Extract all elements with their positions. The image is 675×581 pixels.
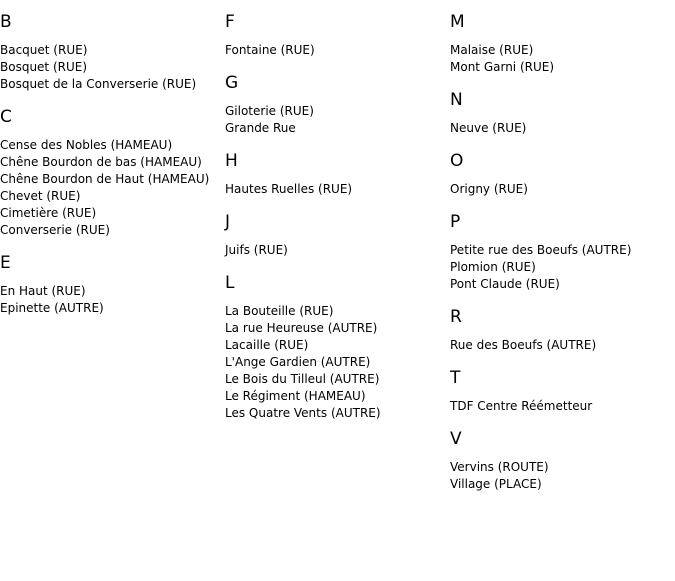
letter-group-p <box>450 212 675 293</box>
letter-group-t <box>450 368 675 415</box>
letter-heading: J <box>225 212 231 232</box>
letter-heading: O <box>450 151 464 171</box>
letter-group-l <box>225 273 450 422</box>
street-link-petite-rue-des-boeufs-autre[interactable]: Petite rue des Boeufs (AUTRE) <box>450 243 632 257</box>
street-list-item <box>225 303 450 320</box>
street-index-column-2 <box>225 12 450 436</box>
street-link-bosquet-rue[interactable]: Bosquet (RUE) <box>0 60 88 74</box>
street-list <box>450 242 675 293</box>
letter-heading: T <box>450 368 461 388</box>
street-list-item <box>0 154 225 171</box>
street-link-bosquet-de-la-converserie-rue[interactable]: Bosquet de la Converserie (RUE) <box>0 77 197 91</box>
street-list-item <box>225 388 450 405</box>
street-list-item <box>0 300 225 317</box>
letter-heading: N <box>450 90 463 110</box>
street-list-item <box>450 276 675 293</box>
letter-group-h <box>225 151 450 198</box>
street-index-column-3 <box>450 12 675 507</box>
street-link-neuve-rue[interactable]: Neuve (RUE) <box>450 121 527 135</box>
street-list-item <box>450 459 675 476</box>
street-link-lacaille-rue[interactable]: Lacaille (RUE) <box>225 338 309 352</box>
street-list <box>0 42 225 93</box>
street-link-bacquet-rue[interactable]: Bacquet (RUE) <box>0 43 88 57</box>
street-link-cense-des-nobles-hameau[interactable]: Cense des Nobles (HAMEAU) <box>0 138 173 152</box>
street-list-item <box>0 222 225 239</box>
letter-heading: B <box>0 12 12 32</box>
letter-heading: M <box>450 12 465 32</box>
street-list-item <box>0 42 225 59</box>
street-link-giloterie-rue[interactable]: Giloterie (RUE) <box>225 104 314 118</box>
street-link-fontaine-rue[interactable]: Fontaine (RUE) <box>225 43 315 57</box>
street-list <box>450 42 675 76</box>
letter-group-e <box>0 253 225 317</box>
letter-heading: H <box>225 151 238 171</box>
street-link-village-place[interactable]: Village (PLACE) <box>450 477 542 491</box>
street-link-cimetiere-rue[interactable]: Cimetière (RUE) <box>0 206 97 220</box>
street-list-item <box>225 103 450 120</box>
street-list-item <box>0 76 225 93</box>
street-list-item <box>0 283 225 300</box>
letter-group-f <box>225 12 450 59</box>
street-list-item <box>450 259 675 276</box>
letter-heading: G <box>225 73 239 93</box>
street-link-le-bois-du-tilleul-autre[interactable]: Le Bois du Tilleul (AUTRE) <box>225 372 380 386</box>
street-link-converserie-rue[interactable]: Converserie (RUE) <box>0 223 110 237</box>
street-list-item <box>225 371 450 388</box>
street-link-hautes-ruelles-rue[interactable]: Hautes Ruelles (RUE) <box>225 182 353 196</box>
street-list <box>0 137 225 239</box>
street-link-vervins-route[interactable]: Vervins (ROUTE) <box>450 460 549 474</box>
letter-group-v <box>450 429 675 493</box>
street-list-item <box>450 59 675 76</box>
street-link-l-ange-gardien-autre[interactable]: L'Ange Gardien (AUTRE) <box>225 355 371 369</box>
street-link-plomion-rue[interactable]: Plomion (RUE) <box>450 260 536 274</box>
street-list-item <box>450 337 675 354</box>
street-link-chene-bourdon-de-bas-hameau[interactable]: Chêne Bourdon de bas (HAMEAU) <box>0 155 202 169</box>
street-list-item <box>225 181 450 198</box>
street-list-item <box>450 398 675 415</box>
street-list-item <box>0 171 225 188</box>
letter-heading: R <box>450 307 462 327</box>
street-list <box>225 242 450 259</box>
street-list-item <box>225 405 450 422</box>
street-list-item <box>225 120 450 137</box>
letter-group-j <box>225 212 450 259</box>
street-link-origny-rue[interactable]: Origny (RUE) <box>450 182 528 196</box>
street-list <box>225 42 450 59</box>
street-link-la-bouteille-rue[interactable]: La Bouteille (RUE) <box>225 304 334 318</box>
street-link-tdf-centre-reemetteur[interactable]: TDF Centre Réémetteur <box>450 399 593 413</box>
letter-heading: E <box>0 253 11 273</box>
street-list-item <box>450 242 675 259</box>
street-link-le-regiment-hameau[interactable]: Le Régiment (HAMEAU) <box>225 389 366 403</box>
street-list-item <box>0 188 225 205</box>
street-link-pont-claude-rue[interactable]: Pont Claude (RUE) <box>450 277 560 291</box>
letter-group-c <box>0 107 225 239</box>
letter-group-g <box>225 73 450 137</box>
street-list <box>225 303 450 422</box>
street-list <box>0 283 225 317</box>
street-link-juifs-rue[interactable]: Juifs (RUE) <box>225 243 288 257</box>
street-list-item <box>225 242 450 259</box>
letter-group-m <box>450 12 675 76</box>
street-list-item <box>225 42 450 59</box>
street-link-en-haut-rue[interactable]: En Haut (RUE) <box>0 284 86 298</box>
street-list-item <box>450 181 675 198</box>
street-link-les-quatre-vents-autre[interactable]: Les Quatre Vents (AUTRE) <box>225 406 381 420</box>
street-list-item <box>0 137 225 154</box>
street-link-chene-bourdon-de-haut-hameau[interactable]: Chêne Bourdon de Haut (HAMEAU) <box>0 172 210 186</box>
street-list <box>450 398 675 415</box>
street-list-item <box>0 205 225 222</box>
letter-group-r <box>450 307 675 354</box>
street-index-column-1 <box>0 12 225 331</box>
street-link-epinette-autre[interactable]: Epinette (AUTRE) <box>0 301 104 315</box>
street-list-item <box>450 42 675 59</box>
street-list <box>225 103 450 137</box>
letter-group-b <box>0 12 225 93</box>
street-link-chevet-rue[interactable]: Chevet (RUE) <box>0 189 81 203</box>
street-list <box>450 120 675 137</box>
street-link-malaise-rue[interactable]: Malaise (RUE) <box>450 43 534 57</box>
street-list <box>450 459 675 493</box>
street-list-item <box>0 59 225 76</box>
letter-group-o <box>450 151 675 198</box>
street-link-grande-rue[interactable]: Grande Rue <box>225 121 296 135</box>
street-link-rue-des-boeufs-autre[interactable]: Rue des Boeufs (AUTRE) <box>450 338 597 352</box>
street-list-item <box>450 476 675 493</box>
street-list-item <box>225 320 450 337</box>
street-list-item <box>225 337 450 354</box>
letter-heading: P <box>450 212 461 232</box>
letter-heading: F <box>225 12 235 32</box>
street-link-la-rue-heureuse-autre[interactable]: La rue Heureuse (AUTRE) <box>225 321 378 335</box>
letter-heading: C <box>0 107 12 127</box>
street-list-item <box>225 354 450 371</box>
letter-heading: L <box>225 273 235 293</box>
street-link-mont-garni-rue[interactable]: Mont Garni (RUE) <box>450 60 555 74</box>
street-list <box>225 181 450 198</box>
letter-group-n <box>450 90 675 137</box>
letter-heading: V <box>450 429 462 449</box>
street-list <box>450 337 675 354</box>
street-list <box>450 181 675 198</box>
street-list-item <box>450 120 675 137</box>
